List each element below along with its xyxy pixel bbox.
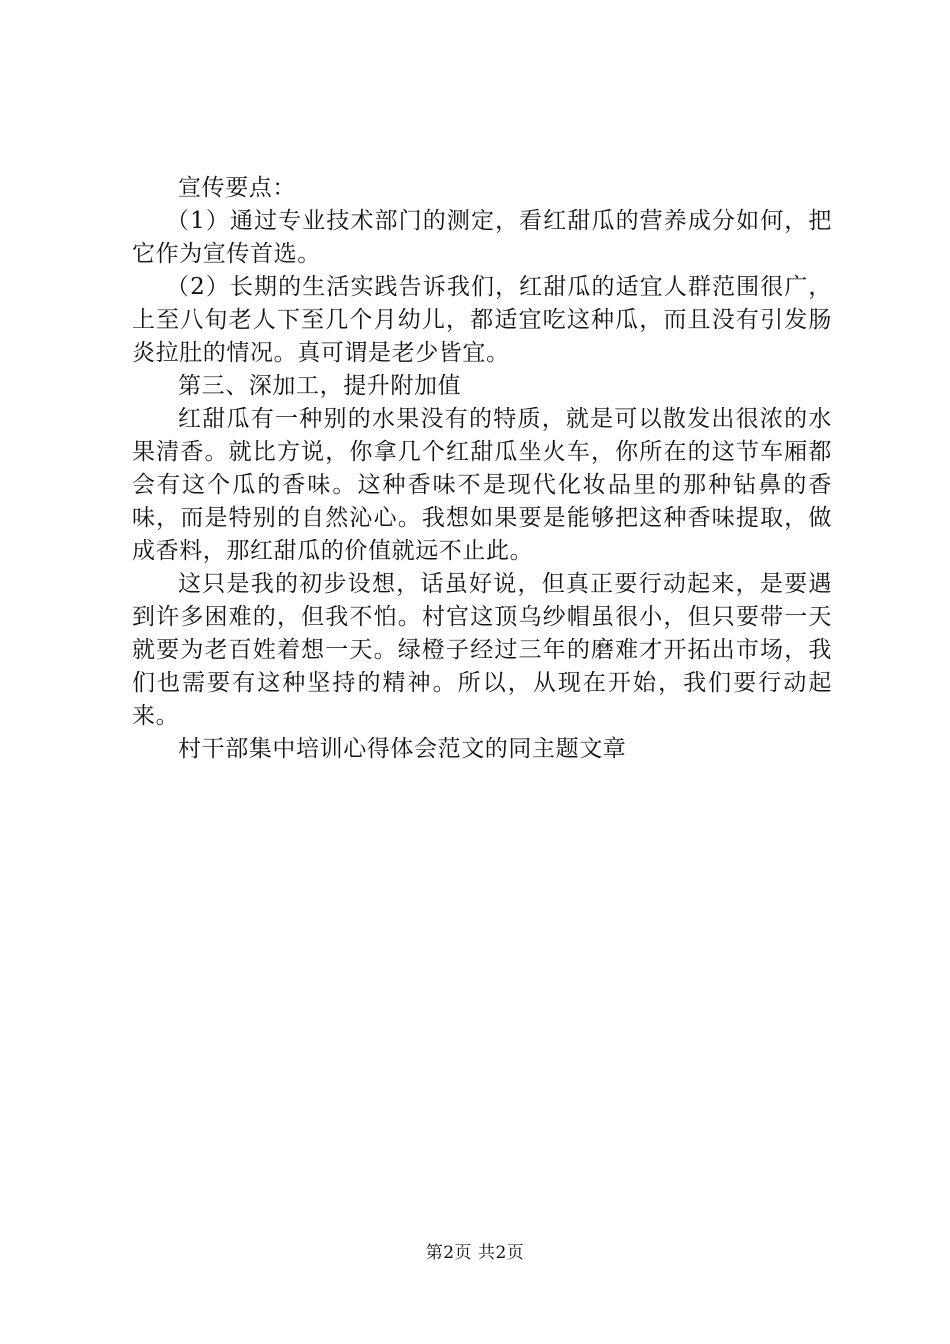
section-heading-deep-processing: 第三、深加工，提升附加值 <box>178 373 462 399</box>
document-body <box>132 172 832 766</box>
paragraph-point-1: （1）通过专业技术部门的测定，看红甜瓜的营养成分如何，把它作为宣传首选。 <box>132 208 832 267</box>
page-footer: 第2页 共2页 <box>425 1243 525 1263</box>
paragraph-point-2: （2）长期的生活实践告诉我们，红甜瓜的适宜人群范围很广，上至八旬老人下至几个月幼儿，都适宜吃这种瓜，而且没有引发肠炎拉肚的情况。真可谓是老少皆宜。 <box>132 274 832 366</box>
paragraph-related-articles: 村干部集中培训心得体会范文的同主题文章 <box>178 736 627 762</box>
paragraph-fragrance: 红甜瓜有一种别的水果没有的特质，就是可以散发出很浓的水果清香。就比方说，你拿几个红甜瓜坐火车，你所在的这节车厢都会有这个瓜的香味。这种香味不是现代化妆品里的那种钻鼻的香味，而是特别的自然沁心。我想如果要是能够把这种香味提取，做成香料，那红甜瓜的价值就远不止此。 <box>132 406 832 564</box>
paragraph-publicity-points: 宣传要点： <box>178 175 296 201</box>
paragraph-action: 这只是我的初步设想，话虽好说，但真正要行动起来，是要遇到许多困难的，但我不怕。村官这顶乌纱帽虽很小，但只要带一天就要为老百姓着想一天。绿橙子经过三年的磨难才开拓出市场，我们也需要有这种坚持的精神。所以，从现在开始，我们要行动起来。 <box>132 571 832 729</box>
